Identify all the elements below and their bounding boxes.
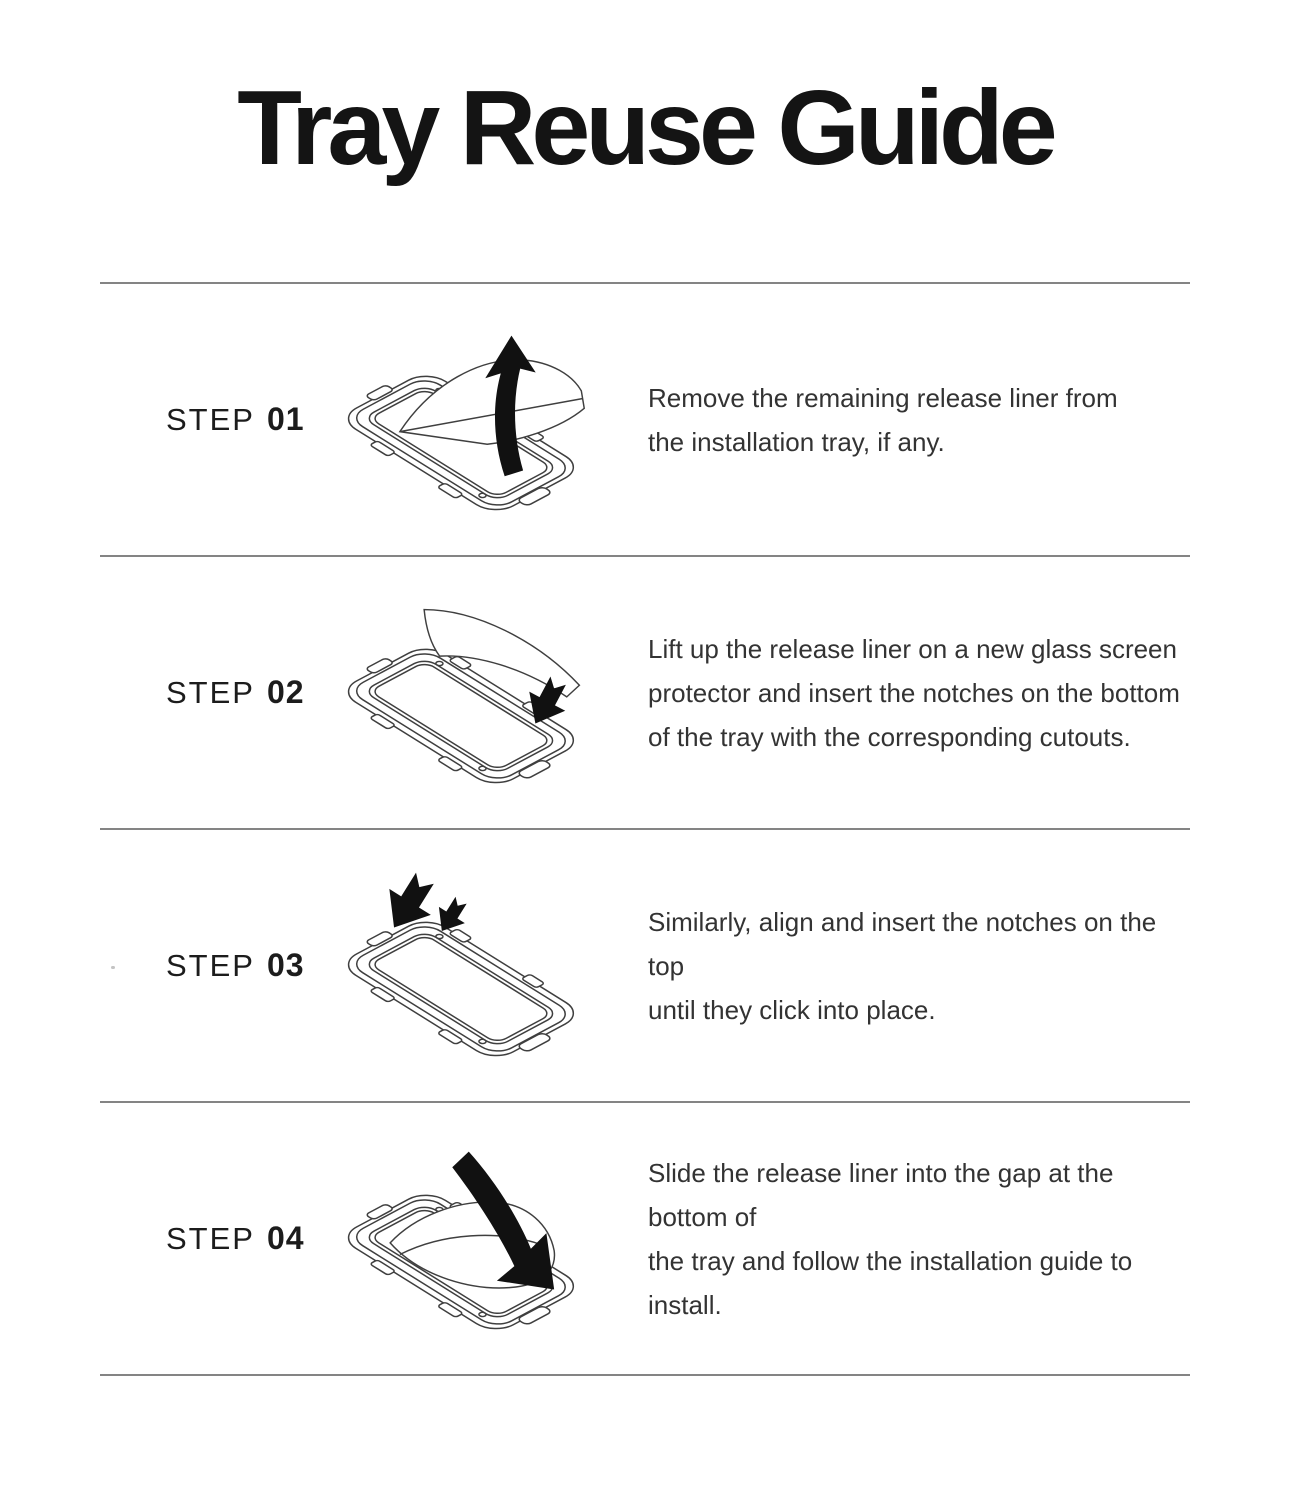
step-4-illustration xyxy=(330,1139,592,1339)
step-word: STEP xyxy=(166,1221,255,1256)
step-row-1 xyxy=(100,282,1190,555)
description-line: of the tray with the corresponding cutouts. xyxy=(648,721,1131,752)
description-line: Similarly, align and insert the notches on the top xyxy=(648,906,1157,981)
step-4-label xyxy=(100,1220,330,1257)
description-line: the installation tray, if any. xyxy=(648,426,945,457)
step-number: 04 xyxy=(266,1220,305,1256)
step-1-illustration xyxy=(330,320,592,520)
step-3-illustration xyxy=(330,866,592,1066)
step-2-illustration xyxy=(330,593,592,793)
step-row-2 xyxy=(100,555,1190,828)
tray-press-top-icon xyxy=(330,866,592,1066)
steps-list xyxy=(100,282,1190,1376)
description-line: Slide the release liner into the gap at the bottom of xyxy=(648,1157,1114,1232)
tray-insert-bottom-icon xyxy=(330,593,592,793)
step-word: STEP xyxy=(166,675,255,710)
page-title: Tray Reuse Guide xyxy=(237,69,1053,187)
step-word: STEP xyxy=(166,948,255,983)
tray-liner-peel-up-icon xyxy=(330,320,592,520)
step-number: 02 xyxy=(266,674,305,710)
description-line: until they click into place. xyxy=(648,994,936,1025)
step-row-4 xyxy=(100,1101,1190,1374)
step-2-label xyxy=(100,674,330,711)
step-2-description xyxy=(648,627,1180,759)
description-line: the tray and follow the installation guide to install. xyxy=(648,1245,1133,1320)
step-word: STEP xyxy=(166,402,255,437)
step-1-label xyxy=(100,401,330,438)
title-block xyxy=(0,0,1290,282)
step-1-description xyxy=(648,376,1118,464)
description-line: Remove the remaining release liner from xyxy=(648,382,1118,413)
description-line: Lift up the release liner on a new glass screen xyxy=(648,633,1177,664)
step-3-label xyxy=(100,947,330,984)
step-row-3 xyxy=(100,828,1190,1101)
stray-print-mark xyxy=(111,966,115,969)
tray-drawing xyxy=(330,909,592,1066)
step-number: 03 xyxy=(266,947,305,983)
step-number: 01 xyxy=(266,401,305,437)
description-line: protector and insert the notches on the bottom xyxy=(648,677,1180,708)
step-3-description xyxy=(648,900,1190,1032)
step-4-description xyxy=(648,1151,1190,1327)
tray-slide-liner-icon xyxy=(330,1139,592,1339)
